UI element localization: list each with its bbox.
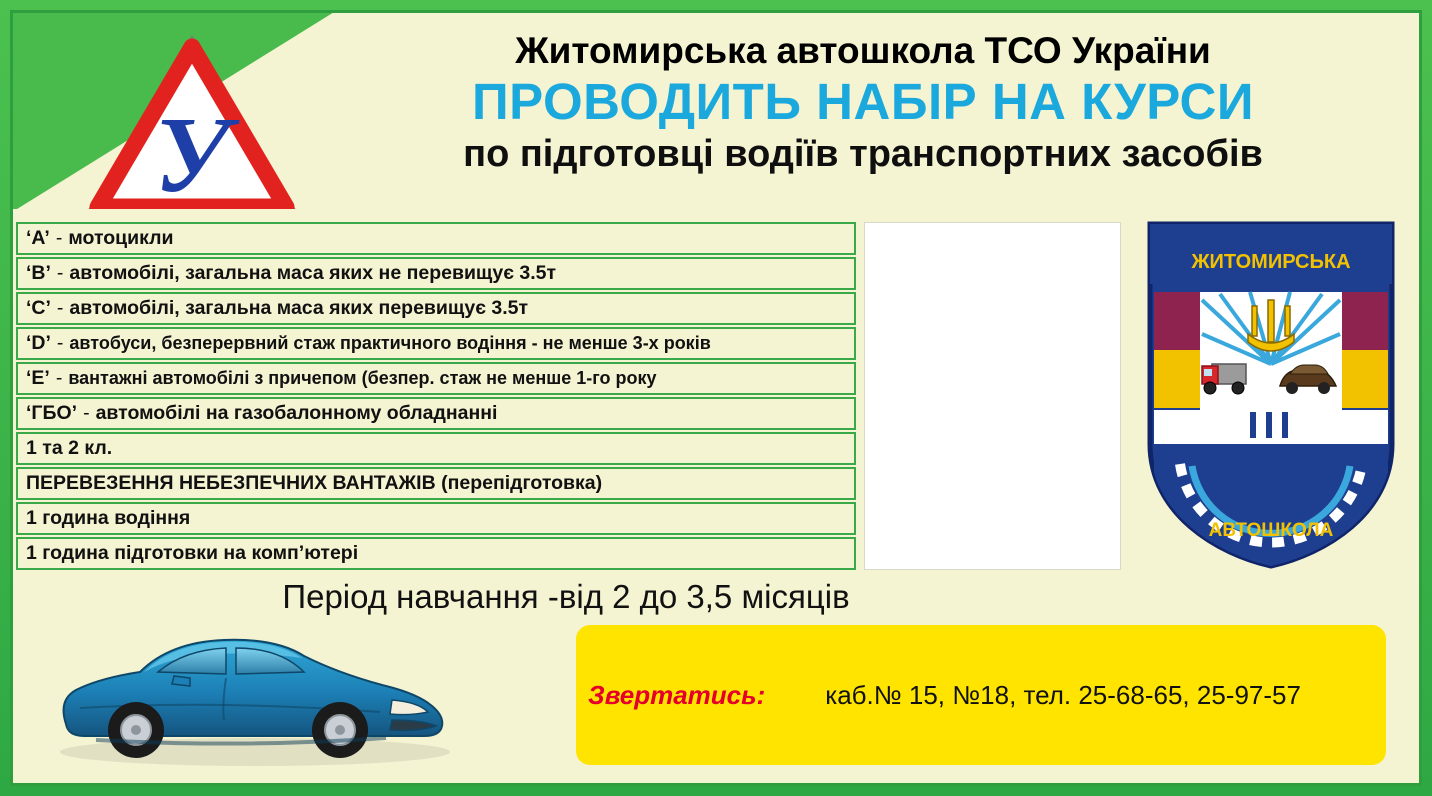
category-dash: - <box>83 402 90 424</box>
category-description: автомобілі, загальна маса яких не перевищує 3.5т <box>69 262 557 284</box>
list-item <box>16 257 856 290</box>
driving-school-emblem <box>1140 214 1402 574</box>
emblem-bottom-text: АВТОШКОЛА <box>1208 520 1334 541</box>
category-description: вантажні автомобілі з причепом (безпер. стаж не менше 1-го року <box>68 368 657 388</box>
category-description: 1 та 2 кл. <box>26 437 113 459</box>
category-description: автомобілі, загальна маса яких перевищує 3.5т <box>69 297 529 319</box>
learner-driver-sign-icon <box>83 33 301 209</box>
list-item <box>16 502 856 535</box>
list-item <box>16 362 856 395</box>
category-code: ‘B’ <box>26 262 51 284</box>
category-dash: - <box>55 227 63 249</box>
category-code: ‘D’ <box>26 332 51 354</box>
svg-text:У: У <box>154 96 230 209</box>
contact-value: каб.№ 15, №18, тел. 25-68-65, 25-97-57 <box>825 679 1301 710</box>
list-item <box>16 292 856 325</box>
category-description: автомобілі на газобалонному обладнанні <box>95 402 498 424</box>
blank-notice-panel <box>864 222 1121 570</box>
contact-box <box>576 625 1386 765</box>
category-dash: - <box>55 367 63 389</box>
category-dash: - <box>56 297 64 319</box>
list-item <box>16 327 856 360</box>
contact-label: Звертатись: <box>588 679 766 710</box>
emblem-top-text: ЖИТОМИРСЬКА <box>1191 251 1351 273</box>
category-code: ‘E’ <box>26 367 50 389</box>
category-description: мотоцикли <box>68 227 174 249</box>
category-description: 1 година підготовки на комп’ютері <box>26 542 359 564</box>
training-period-text: Період навчання -від 2 до 3,5 місяців <box>282 578 850 615</box>
poster-title-line3: по підготовці водіїв транспортних засобів <box>463 133 1263 175</box>
list-item <box>16 537 856 570</box>
category-code: ‘C’ <box>26 297 51 319</box>
list-item <box>16 222 856 255</box>
blue-car-illustration <box>40 612 470 772</box>
poster-title-line2: ПРОВОДИТЬ НАБІР НА КУРСИ <box>471 73 1255 130</box>
category-dash: - <box>56 262 64 284</box>
category-list <box>16 222 856 572</box>
category-description: ПЕРЕВЕЗЕННЯ НЕБЕЗПЕЧНИХ ВАНТАЖІВ (перепідготовка) <box>26 472 603 494</box>
category-dash: - <box>56 332 64 354</box>
category-code: ‘A’ <box>26 227 50 249</box>
category-code: ‘ГБО’ <box>26 402 78 424</box>
header-title-block <box>313 29 1413 177</box>
category-description: автобуси, безперервний стаж практичного водіння - не менше 3-х років <box>69 333 711 353</box>
category-description: 1 година водіння <box>26 507 191 529</box>
poster-title-line1: Житомирська автошкола ТСО України <box>515 30 1211 71</box>
poster-header <box>13 13 1419 209</box>
list-item <box>16 397 856 430</box>
list-item <box>16 467 856 500</box>
list-item <box>16 432 856 465</box>
